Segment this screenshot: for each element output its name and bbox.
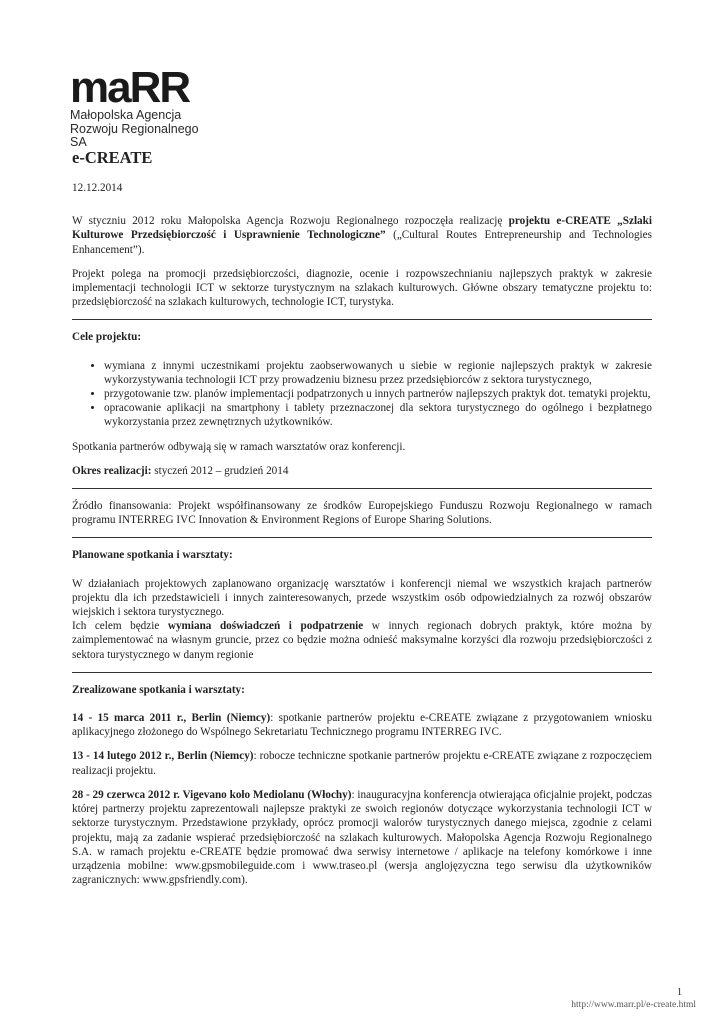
done-item-date: 13 - 14 lutego 2012 r., Berlin (Niemcy) bbox=[72, 750, 254, 763]
page-title: e-CREATE bbox=[72, 148, 153, 167]
publish-date: 12.12.2014 bbox=[72, 182, 123, 194]
planned-text-c: w innych regionach dobrych praktyk, które można by zaimplementować na własnym gruncie, przez co będzie można odnieść maksymalne korzyści dla rozwoju przedsiębiorczości z sektora turystycznego w danym regionie bbox=[72, 620, 653, 661]
intro-text-c: („Cultural Routes Entrepreneurship and Technologies Enhancement”). bbox=[72, 229, 652, 256]
intro-paragraph-2: Projekt polega na promocji przedsiębiorczości, diagnozie, ocenie i rozpowszechnianiu najlepszych praktyk w zakresie implementacji technologii ICT w sektorze turystycznym na szlakach kulturowych. Główne obszary tematyczne projektu to: przedsiębiorczość na szlakach kulturowych, technologie ICT, turystyka. bbox=[72, 267, 652, 309]
footer-url[interactable]: http://www.marr.pl/e-create.html bbox=[571, 1000, 696, 1010]
done-item-date: 14 - 15 marca 2011 r., Berlin (Niemcy) bbox=[72, 712, 271, 725]
divider bbox=[72, 537, 652, 538]
document-content bbox=[72, 148, 652, 897]
done-item bbox=[72, 711, 652, 739]
project-name: projektu e-CREATE „Szlaki Kulturowe Przedsiębiorczość i Usprawnienie Technologiczne” bbox=[72, 215, 652, 242]
done-item-date: 28 - 29 czerwca 2012 r. Vigevano koło Mediolanu (Włochy) bbox=[72, 788, 352, 801]
goal-item: • opracowanie aplikacji na smartphony i tablety przeznaczonej dla sektora turystycznego do ogólnego i bezpłatnego wykorzystania przez zewnętrznych użytkowników. bbox=[104, 401, 652, 429]
period-value: styczeń 2012 – grudzień 2014 bbox=[151, 464, 289, 477]
divider bbox=[72, 672, 652, 673]
logo-mark: maRR bbox=[70, 63, 190, 112]
funding-source: Źródło finansowania: Projekt współfinansowany ze środków Europejskiego Funduszu Rozwoju Regionalnego w ramach programu INTERREG IVC Innovation & Environment Regions of Europe Sharing Solutions. bbox=[72, 500, 652, 527]
intro-paragraph-1 bbox=[72, 214, 652, 257]
planned-title: Planowane spotkania i warsztaty: bbox=[72, 549, 233, 562]
intro-text-a: W styczniu 2012 roku Małopolska Agencja Rozwoju Regionalnego rozpoczęła realizację bbox=[72, 215, 509, 228]
done-item bbox=[72, 788, 652, 887]
divider bbox=[72, 319, 652, 320]
done-item-text: : spotkanie partnerów projektu e-CREATE związane z przygotowaniem wniosku aplikacyjnego złożonego do Wspólnego Sekretariatu Technicznego programu INTERREG IVC. bbox=[72, 712, 652, 739]
goals-title: Cele projektu: bbox=[72, 331, 142, 344]
goal-item: • przygotowanie tzw. planów implementacji podpatrzonych u innych partnerów najlepszych praktyk dot. tematyki projektu, bbox=[104, 387, 652, 401]
logo-line-1: Małopolska Agencja bbox=[70, 108, 182, 122]
goals-list bbox=[72, 359, 652, 430]
period bbox=[72, 464, 652, 478]
planned-paragraph-2 bbox=[72, 619, 652, 662]
page-number: 1 bbox=[677, 987, 682, 998]
marr-logo bbox=[70, 63, 210, 149]
done-item-text: : inauguracyjna konferencja otwierająca oficjalnie projekt, podczas której partnerzy projektu zaprezentowali najlepsze praktyki ze swoich regionów dotyczące wykorzystania technologii ICT w sektorze turystycznym. Przedstawione przykłady, oprócz promocji walorów turystycznych danego miejsca, zgodnie z celami projektu, mają za zadanie wspierać przedsiębiorczość na szlakach kulturowych. Małopolska Agencja Rozwoju Regionalnego S.A. w ramach projektu e-CREATE będzie promować dwa serwisy internetowe / aplikacje na telefony komórkowe i inne urządzenia mobilne: www.gpsmobileguide.com i www.traseo.pl (wersja anglojęzyczna tego serwisu dla użytkowników zagranicznych: www.gpsfriendly.com). bbox=[72, 788, 652, 887]
divider bbox=[72, 488, 652, 489]
meetings-note: Spotkania partnerów odbywają się w ramach warsztatów oraz konferencji. bbox=[72, 440, 406, 453]
goal-item: • wymiana z innymi uczestnikami projektu zaobserwowanych u siebie w regionie najlepszych praktyk w zakresie wykorzystywania technologii ICT przy prowadzeniu biznesu przez przedsiębiorców z sektora turystycznego, bbox=[104, 359, 652, 387]
done-item bbox=[72, 749, 652, 777]
done-title: Zrealizowane spotkania i warsztaty: bbox=[72, 683, 245, 696]
planned-text-a: Ich celem będzie bbox=[72, 620, 168, 633]
logo-line-2: Rozwoju Regionalnego SA bbox=[70, 122, 199, 149]
period-label: Okres realizacji: bbox=[72, 464, 152, 477]
planned-paragraph-1: W działaniach projektowych zaplanowano organizację warsztatów i konferencji niemal we wszystkich krajach partnerów projektu dla ich przedstawicieli i innych zainteresowanych, przede wszystkim osób odpowiedzialnych za rozwój obszarów wiejskich i sektora turystycznego. bbox=[72, 577, 652, 619]
planned-highlight: wymiana doświadczeń i podpatrzenie bbox=[167, 620, 364, 633]
done-item-text: : robocze techniczne spotkanie partnerów projektu e-CREATE związane z rozpoczęciem realizacji projektu. bbox=[72, 750, 652, 777]
